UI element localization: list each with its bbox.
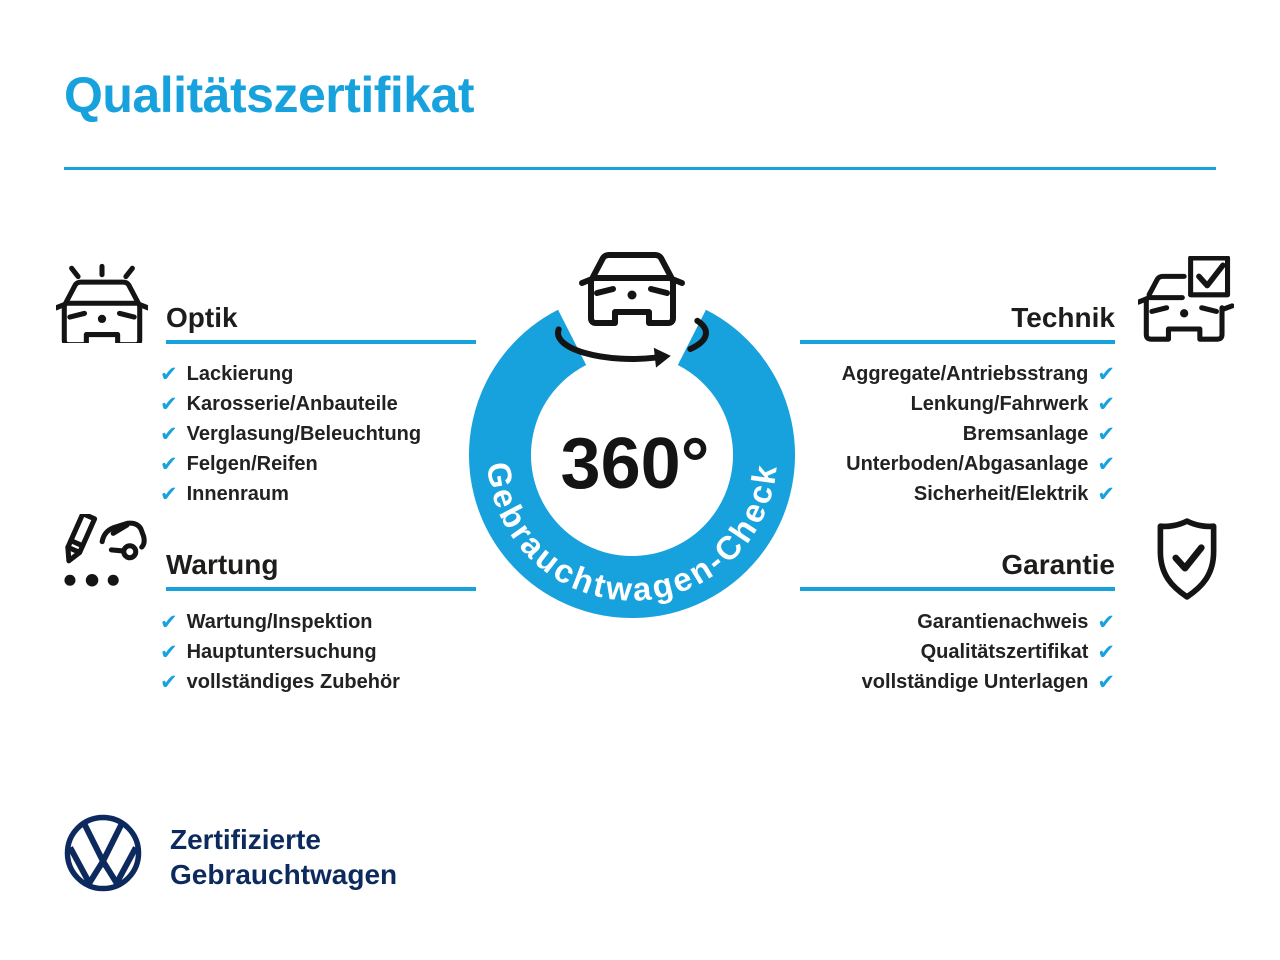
check-icon: ✔ <box>160 361 178 386</box>
footer-brand-line2: Gebrauchtwagen <box>170 859 398 890</box>
section-underline <box>800 340 1115 344</box>
vw-logo <box>62 812 144 894</box>
check-item-label: Karosserie/Anbauteile <box>186 392 398 415</box>
check-list-item <box>160 479 490 509</box>
check-list-item <box>160 359 490 389</box>
check-icon: ✔ <box>1097 451 1115 476</box>
pencil-car-icon <box>58 514 150 595</box>
ring-label: Gebrauchtwagen-Check <box>479 459 785 609</box>
check-item-label: Unterboden/Abgasanlage <box>846 452 1089 475</box>
check-item-label: vollständiges Zubehör <box>186 670 400 693</box>
check-icon: ✔ <box>1097 481 1115 506</box>
check-list-item <box>700 637 1115 667</box>
rotating-car-icon <box>558 255 706 368</box>
check-icon: ✔ <box>1097 391 1115 416</box>
check-icon: ✔ <box>160 451 178 476</box>
check-icon: ✔ <box>1097 609 1115 634</box>
title-divider <box>64 167 1216 170</box>
section-underline <box>800 587 1115 591</box>
check-list-item <box>160 667 490 697</box>
section-title-optik: Optik <box>166 302 238 333</box>
check-icon: ✔ <box>1097 639 1115 664</box>
check-item-label: Qualitätszertifikat <box>920 640 1089 663</box>
check-item-label: Garantienachweis <box>917 610 1089 633</box>
check-item-label: Felgen/Reifen <box>186 452 318 475</box>
check-item-label: Lenkung/Fahrwerk <box>910 392 1089 415</box>
check-icon: ✔ <box>160 609 178 634</box>
check-icon: ✔ <box>1097 669 1115 694</box>
shield-check-icon <box>1150 517 1224 603</box>
page-title: Qualitätszertifikat <box>64 67 475 123</box>
check-list-item <box>160 419 490 449</box>
check-icon: ✔ <box>1097 361 1115 386</box>
shining-car-icon <box>56 258 148 343</box>
check-icon: ✔ <box>160 391 178 416</box>
section-underline <box>166 340 476 344</box>
car-checkbox-icon <box>1138 256 1234 342</box>
check-item-label: Hauptuntersuchung <box>186 640 377 663</box>
check-list-item <box>160 389 490 419</box>
check-list-item <box>160 637 490 667</box>
footer-brand-text <box>170 822 397 892</box>
section-title-technik: Technik <box>1011 302 1115 333</box>
section-title-garantie: Garantie <box>1001 549 1115 580</box>
check-item-label: Sicherheit/Elektrik <box>913 482 1089 505</box>
footer-brand-line1: Zertifizierte <box>170 824 321 855</box>
check-item-label: Wartung/Inspektion <box>186 610 373 633</box>
check-icon: ✔ <box>1097 421 1115 446</box>
check-icon: ✔ <box>160 669 178 694</box>
check-item-label: vollständige Unterlagen <box>861 670 1089 693</box>
check-icon: ✔ <box>160 481 178 506</box>
section-title-wartung: Wartung <box>166 549 279 580</box>
check-item-label: Verglasung/Beleuchtung <box>186 422 422 445</box>
check-item-label: Bremsanlage <box>962 422 1089 445</box>
check-icon: ✔ <box>160 421 178 446</box>
check-list-item <box>700 667 1115 697</box>
360-check-badge <box>455 245 815 625</box>
check-icon: ✔ <box>160 639 178 664</box>
check-list-wartung <box>160 607 490 697</box>
check-item-label: Innenraum <box>186 482 289 505</box>
check-list-optik <box>160 359 490 509</box>
check-item-label: Lackierung <box>186 362 294 385</box>
section-underline <box>166 587 476 591</box>
check-list-item <box>160 449 490 479</box>
check-list-item <box>160 607 490 637</box>
check-item-label: Aggregate/Antriebsstrang <box>841 362 1089 385</box>
badge-value: 360° <box>560 424 710 504</box>
